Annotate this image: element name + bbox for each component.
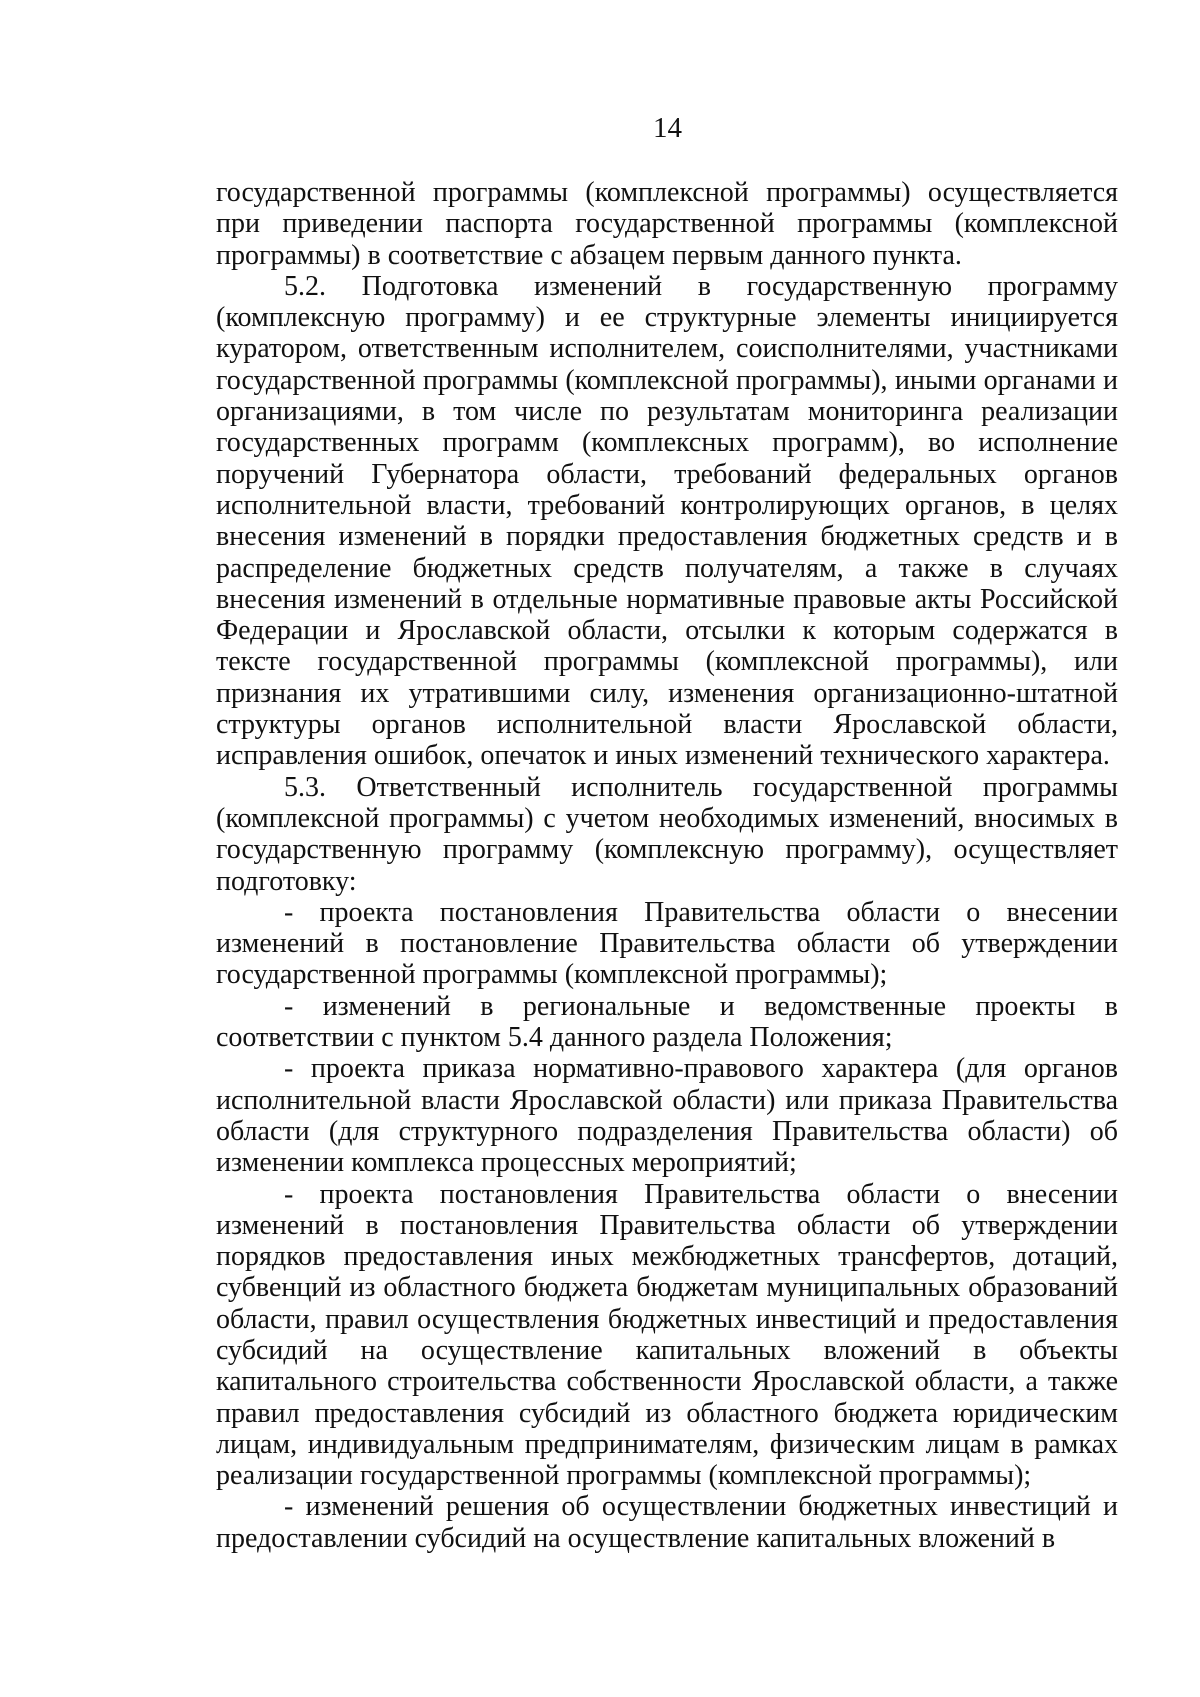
list-item-transfers-decree: - проекта постановления Правительства области о внесении изменений в постановления Правительства области об утверждении порядков предоставления иных межбюджетных трансфертов, дотаций, субвенций из областного бюджета бюджетам муниципальных образований области, правил осуществления бюджетных инвестиций и предоставления субсидий на осуществление капитальных вложений в объекты капитального строительства собственности Ярославской области, а также правил предоставления субсидий из областного бюджета юридическим лицам, индивидуальным предпринимателям, физическим лицам в рамках реализации государственной программы (комплексной программы); [216,1178,1118,1492]
list-item-project-changes: - изменений в региональные и ведомственные проекты в соответствии с пунктом 5.4 данного раздела Положения; [216,990,1118,1054]
paragraph-5-3: 5.3. Ответственный исполнитель государственной программы (комплексной программы) с учетом необходимых изменений, вносимых в государственную программу (комплексную программу), осуществляет подготовку: [216,771,1118,897]
paragraph-continuation: государственной программы (комплексной программы) осуществляется при приведении паспорта государственной программы (комплексной программы) в соответствие с абзацем первым данного пункта. [216,177,1118,271]
list-item-investment-decision: - изменений решения об осуществлении бюджетных инвестиций и предоставлении субсидий на осуществление капитальных вложений в [216,1491,1118,1554]
page-number: 14 [653,112,682,144]
paragraph-5-2: 5.2. Подготовка изменений в государственную программу (комплексную программу) и ее структурные элементы инициируется куратором, ответственным исполнителем, соисполнителями, участниками государственной программы (комплексной программы), иными органами и организациями, в том числе по результатам мониторинга реализации государственных программ (комплексных программ), во исполнение поручений Губернатора области, требований федеральных органов исполнительной власти, требований контролирующих органов, в целях внесения изменений в порядки предоставления бюджетных средств и в распределение бюджетных средств получателям, а также в случаях внесения изменений в отдельные нормативные правовые акты Российской Федерации и Ярославской области, отсылки к которым содержатся в тексте государственной программы (комплексной программы), или признания их утратившими силу, изменения организационно-штатной структуры органов исполнительной власти Ярославской области, исправления ошибок, опечаток и иных изменений технического характера. [216,270,1118,772]
list-item-decree-project: - проекта постановления Правительства области о внесении изменений в постановление Правительства области об утверждении государственной программы (комплексной программы); [216,896,1118,991]
document-body [216,177,1118,1554]
list-item-order-project: - проекта приказа нормативно-правового характера (для органов исполнительной власти Ярославской области) или приказа Правительства области (для структурного подразделения Правительства области) об изменении комплекса процессных мероприятий; [216,1053,1118,1179]
